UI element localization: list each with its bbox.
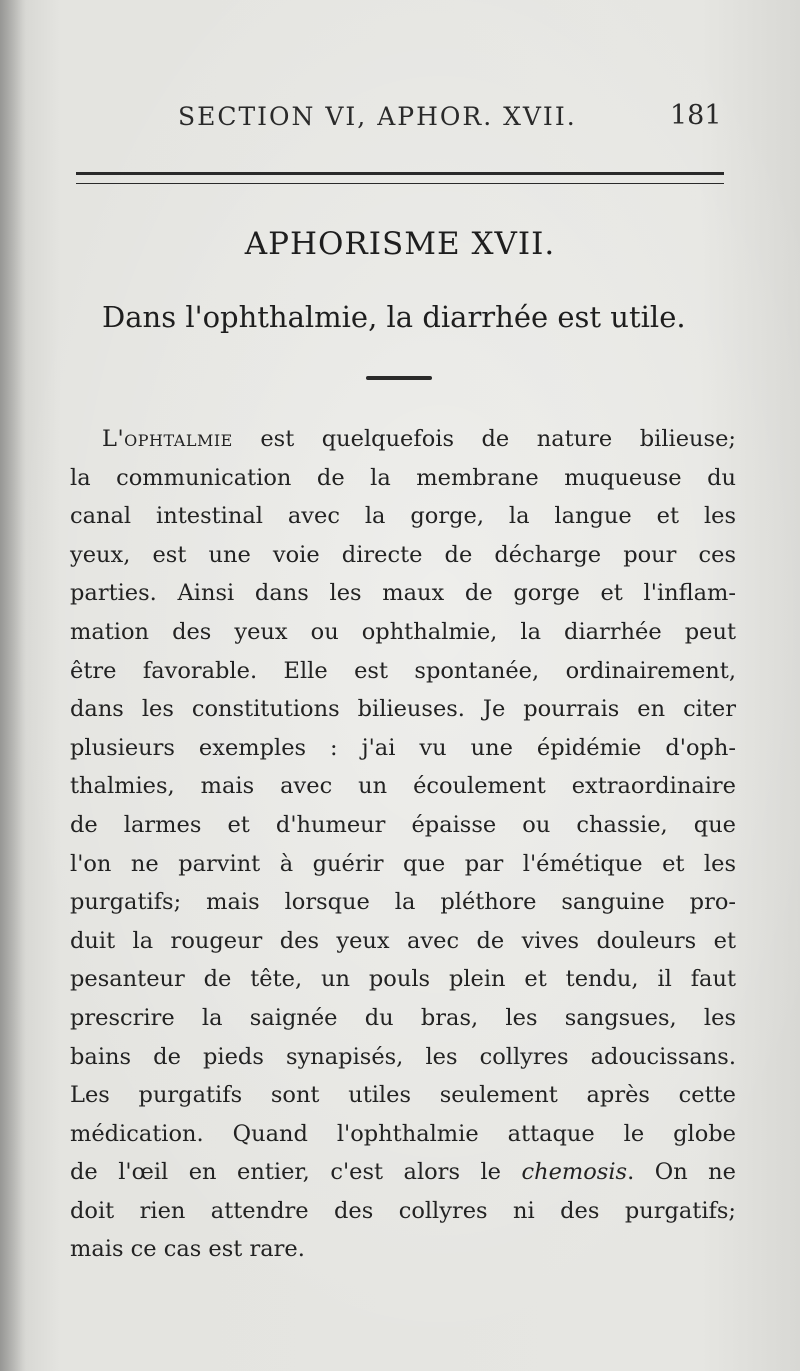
page-number: 181 [670, 100, 722, 131]
line-text: de l'œil en entier, c'est alors le [70, 1159, 522, 1186]
commentary-line: pesanteur de tête, un pouls plein et tendu, il faut [70, 966, 736, 993]
commentary-line: de larmes et d'humeur épaisse ou chassie, que [70, 811, 736, 838]
gutter-shadow [0, 0, 26, 1371]
commentary-line: duit la rougeur des yeux avec de vives douleurs et [70, 927, 736, 954]
commentary-line: canal intestinal avec la gorge, la langue et les [70, 503, 736, 530]
header-double-rule [76, 172, 724, 184]
commentary-line: dans les constitutions bilieuses. Je pourrais en citer [70, 696, 736, 723]
commentary-line: prescrire la saignée du bras, les sangsues, les [70, 1004, 736, 1031]
commentary-line: bains de pieds synapisés, les collyres adoucissans. [70, 1043, 736, 1070]
commentary-line: doit rien attendre des collyres ni des purgatifs; [70, 1197, 736, 1224]
commentary-line: yeux, est une voie directe de décharge pour ces [70, 541, 736, 568]
aphorism-text: Dans l'ophthalmie, la diarrhée est utile. [102, 300, 686, 334]
commentary-line: Les purgatifs sont utiles seulement après cette [70, 1082, 736, 1109]
commentary-line: médication. Quand l'ophthalmie attaque le globe [70, 1120, 736, 1147]
line-text: est quelquefois de nature bilieuse; [232, 426, 736, 452]
commentary-line: mation des yeux ou ophthalmie, la diarrhée peut [70, 618, 736, 645]
commentary-line-last: mais ce cas est rare. [70, 1236, 305, 1263]
commentary-line-20 [70, 1153, 736, 1192]
lead-word: L'ophtalmie [102, 426, 233, 452]
aphorism-title: APHORISME XVII. [244, 226, 556, 262]
running-head: SECTION VI, APHOR. XVII. [178, 102, 577, 131]
commentary-line: plusieurs exemples : j'ai vu une épidémie d'oph- [70, 734, 736, 761]
commentary-line: la communication de la membrane muqueuse du [70, 464, 736, 491]
commentary-line: purgatifs; mais lorsque la pléthore sanguine pro- [70, 889, 736, 916]
commentary-line: être favorable. Elle est spontanée, ordinairement, [70, 657, 736, 684]
section-divider [366, 376, 432, 380]
commentary-line-1 [70, 420, 736, 459]
italic-term: chemosis [521, 1159, 628, 1186]
commentary-line: parties. Ainsi dans les maux de gorge et l'inflam- [70, 580, 736, 607]
commentary-line: l'on ne parvint à guérir que par l'émétique et les [70, 850, 736, 877]
commentary-line: thalmies, mais avec un écoulement extraordinaire [70, 773, 736, 800]
commentary-body [70, 420, 736, 1269]
line-text: . On ne [627, 1159, 736, 1186]
